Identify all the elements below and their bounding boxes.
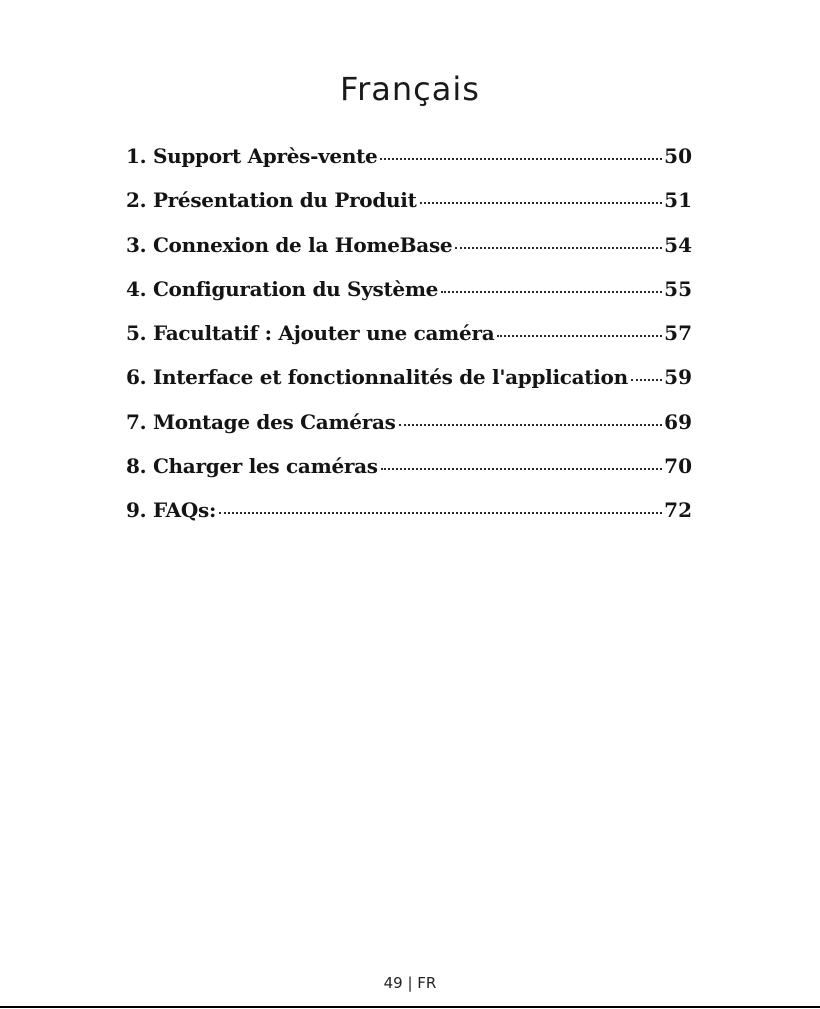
toc-entry-label: 8. Charger les caméras — [126, 454, 378, 479]
toc-dot-leader — [497, 335, 662, 337]
page-footer: 49 | FR — [383, 974, 437, 992]
toc-entry-label: 7. Montage des Caméras — [126, 409, 396, 434]
toc-entry-page: 72 — [664, 498, 692, 523]
toc-dot-leader — [455, 247, 662, 249]
toc-dot-leader — [441, 291, 662, 293]
toc-entry[interactable] — [126, 406, 692, 450]
toc-dot-leader — [219, 512, 662, 514]
page-title: Français — [340, 70, 480, 109]
toc-dot-leader — [380, 158, 662, 160]
toc-entry-label: 6. Interface et fonctionnalités de l'application — [126, 365, 628, 390]
toc-dot-leader — [399, 424, 663, 426]
toc-entry-label: 4. Configuration du Système — [126, 276, 439, 301]
toc-entry[interactable] — [126, 317, 692, 361]
toc-entry[interactable] — [126, 273, 692, 317]
toc-entry-label: 5. Facultatif : Ajouter une caméra — [126, 321, 495, 346]
toc-entry[interactable] — [126, 361, 692, 405]
toc-entry-page: 55 — [664, 276, 692, 301]
toc-entry-page: 70 — [664, 454, 692, 479]
toc-entry[interactable] — [126, 494, 692, 538]
toc-entry-page: 57 — [664, 321, 692, 346]
toc-entry-label: 1. Support Après-vente — [126, 144, 378, 168]
toc-entry-label: 2. Présentation du Produit — [126, 188, 417, 213]
toc-entry[interactable] — [126, 450, 692, 494]
bottom-rule — [0, 1006, 820, 1008]
toc-entry[interactable] — [126, 229, 692, 273]
toc-dot-leader — [420, 202, 663, 204]
toc-entry-page: 69 — [664, 409, 692, 434]
toc-entry[interactable] — [126, 184, 692, 228]
toc-entry-label: 9. FAQs: — [126, 498, 217, 523]
toc-entry[interactable] — [126, 140, 692, 184]
toc-entry-page: 59 — [664, 365, 692, 390]
toc-dot-leader — [381, 468, 662, 470]
toc-dot-leader — [631, 379, 662, 381]
table-of-contents — [126, 140, 692, 539]
toc-entry-page: 54 — [664, 232, 692, 257]
toc-entry-page: 50 — [664, 144, 692, 168]
toc-entry-label: 3. Connexion de la HomeBase — [126, 232, 453, 257]
toc-entry-page: 51 — [664, 188, 692, 213]
